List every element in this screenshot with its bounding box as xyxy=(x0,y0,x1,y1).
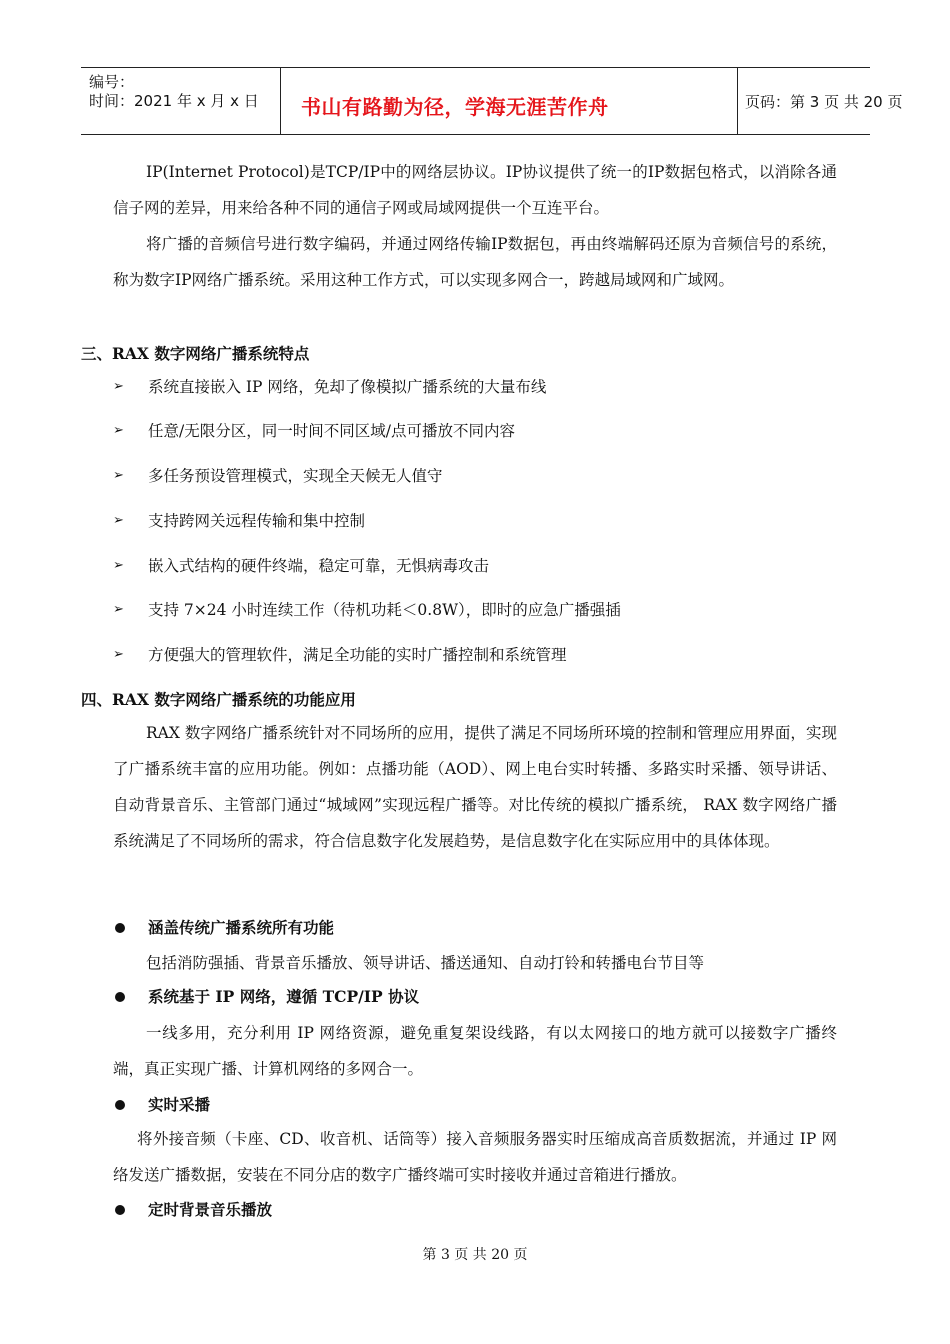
arrow-bullet-icon: ➢ xyxy=(113,602,124,617)
arrow-bullet-icon: ➢ xyxy=(113,647,124,662)
intro-paragraph-1: IP(Internet Protocol)是TCP/IP中的网络层协议。IP协议提供了统一的IP数据包格式，以消除各通信子网的差异，用来给各种不同的通信子网或局域网提供一个互连平台。 xyxy=(113,163,837,217)
header-page-label: 页码：第 3 页 共 20 页 xyxy=(745,93,903,111)
feature-text: 任意/无限分区，同一时间不同区域/点可播放不同内容 xyxy=(148,422,515,440)
doc-time-label: 时间：2021 年 x 月 x 日 xyxy=(89,92,259,110)
arrow-bullet-icon: ➢ xyxy=(113,423,124,438)
function-title: 实时采播 xyxy=(148,1095,211,1114)
filled-circle-bullet-icon xyxy=(115,992,125,1002)
feature-text: 方便强大的管理软件，满足全功能的实时广播控制和系统管理 xyxy=(148,646,567,664)
function-title: 定时背景音乐播放 xyxy=(148,1200,273,1219)
section-4-heading: 四、RAX 数字网络广播系统的功能应用 xyxy=(81,690,356,709)
feature-text: 支持跨网关远程传输和集中控制 xyxy=(148,512,366,530)
function-description: 一线多用，充分利用 IP 网络资源，避免重复架设线路，有以太网接口的地方就可以接数字广播终端，真正实现广播、计算机网络的多网合一。 xyxy=(113,1024,837,1078)
arrow-bullet-icon: ➢ xyxy=(113,513,124,528)
feature-text: 系统直接嵌入 IP 网络，免却了像模拟广播系统的大量布线 xyxy=(148,378,547,396)
arrow-bullet-icon: ➢ xyxy=(113,379,124,394)
feature-text: 多任务预设管理模式，实现全天候无人值守 xyxy=(148,467,443,485)
filled-circle-bullet-icon xyxy=(115,923,125,933)
arrow-bullet-icon: ➢ xyxy=(113,558,124,573)
header-page-cell xyxy=(738,68,903,134)
feature-text: 嵌入式结构的硬件终端，稳定可靠，无惧病毒攻击 xyxy=(148,557,490,575)
function-title: 系统基于 IP 网络，遵循 TCP/IP 协议 xyxy=(148,987,420,1006)
page-footer: 第 3 页 共 20 页 xyxy=(422,1247,528,1263)
intro-paragraph-2: 将广播的音频信号进行数字编码，并通过网络传输IP数据包，再由终端解码还原为音频信号的系统，称为数字IP网络广播系统。采用这种工作方式，可以实现多网合一，跨越局域网和广域网。 xyxy=(113,235,837,289)
header-motto-cell xyxy=(281,68,738,134)
section-4-paragraph: RAX 数字网络广播系统针对不同场所的应用，提供了满足不同场所环境的控制和管理应用界面，实现了广播系统丰富的应用功能。例如：点播功能（AOD）、网上电台实时转播、多路实时采播、领导讲话、自动背景音乐、主管部门通过“城域网”实现远程广播等。对比传统的模拟广播系统， RAX 数字网络广播系统满足了不同场所的需求，符合信息数字化发展趋势，是信息数字化在实际应用中的具体体现。 xyxy=(113,724,837,850)
function-title: 涵盖传统广播系统所有功能 xyxy=(148,918,335,937)
header-motto: 书山有路勤为径，学海无涯苦作舟 xyxy=(301,95,609,119)
document-header xyxy=(81,67,903,135)
header-meta-cell xyxy=(81,68,281,134)
arrow-bullet-icon: ➢ xyxy=(113,468,124,483)
filled-circle-bullet-icon xyxy=(115,1100,125,1110)
section-3-heading: 三、RAX 数字网络广播系统特点 xyxy=(81,344,310,363)
doc-number-label: 编号： xyxy=(89,73,135,91)
feature-text: 支持 7×24 小时连续工作（待机功耗＜0.8W），即时的应急广播强插 xyxy=(148,601,621,619)
filled-circle-bullet-icon xyxy=(115,1205,125,1215)
function-description: 将外接音频（卡座、CD、收音机、话筒等）接入音频服务器实时压缩成高音质数据流，并通过 IP 网络发送广播数据，安装在不同分店的数字广播终端可实时接收并通过音箱进行播放。 xyxy=(113,1130,837,1184)
function-description: 包括消防强插、背景音乐播放、领导讲话、播送通知、自动打铃和转播电台节目等 xyxy=(146,954,705,972)
